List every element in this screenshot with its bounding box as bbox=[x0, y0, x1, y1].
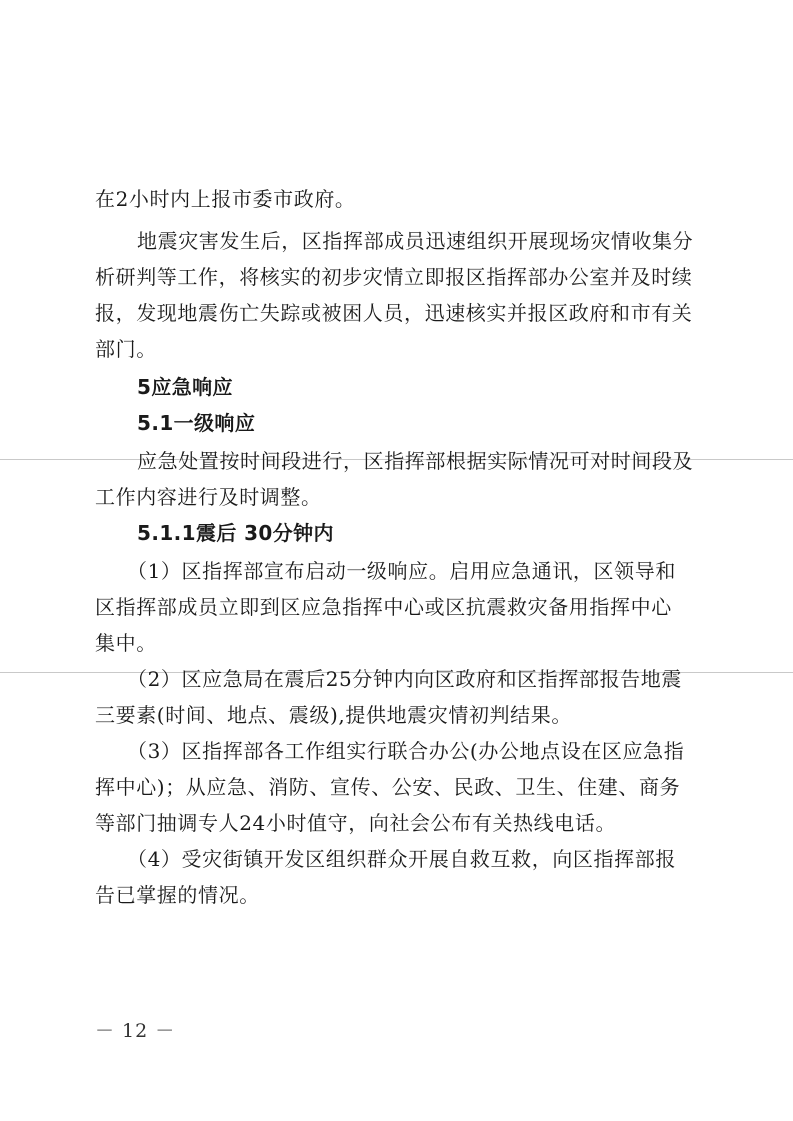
subsubsection-heading: 5.1.1震后 30分钟内 bbox=[137, 521, 334, 545]
body-text-line: （2）区应急局在震后25分钟内向区政府和区指挥部报告地震 bbox=[127, 667, 682, 691]
section-heading: 5应急响应 bbox=[137, 375, 233, 399]
body-text-line: 告已掌握的情况。 bbox=[95, 883, 260, 907]
body-text-line: 部门。 bbox=[95, 337, 157, 361]
body-text-line: 三要素(时间、地点、震级),提供地震灾情初判结果。 bbox=[95, 703, 572, 727]
body-text-line: 地震灾害发生后，区指挥部成员迅速组织开展现场灾情收集分 bbox=[137, 229, 694, 253]
body-text-line: （3）区指挥部各工作组实行联合办公(办公地点设在区应急指 bbox=[127, 739, 685, 763]
body-text-line: 在2小时内上报市委市政府。 bbox=[95, 187, 356, 211]
body-text-line: 析研判等工作，将核实的初步灾情立即报区指挥部办公室并及时续 bbox=[95, 265, 693, 289]
body-text-line: 集中。 bbox=[95, 631, 157, 655]
body-text-line: 工作内容进行及时调整。 bbox=[95, 485, 322, 509]
body-text-line: 挥中心)；从应急、消防、宣传、公安、民政、卫生、住建、商务 bbox=[95, 775, 681, 799]
page-number: － 12 － bbox=[95, 1020, 176, 1042]
body-text-line: 等部门抽调专人24小时值守，向社会公布有关热线电话。 bbox=[95, 811, 617, 835]
body-text-line: 应急处置按时间段进行，区指挥部根据实际情况可对时间段及 bbox=[137, 449, 694, 473]
subsection-heading: 5.1一级响应 bbox=[137, 411, 256, 435]
body-text-line: （4）受灾街镇开发区组织群众开展自救互救，向区指挥部报 bbox=[127, 847, 676, 871]
body-text-line: 区指挥部成员立即到区应急指挥中心或区抗震救灾备用指挥中心 bbox=[95, 595, 672, 619]
body-text-line: （1）区指挥部宣布启动一级响应。启用应急通讯，区领导和 bbox=[127, 559, 676, 583]
body-text-line: 报，发现地震伤亡失踪或被困人员，迅速核实并报区政府和市有关 bbox=[95, 301, 693, 325]
